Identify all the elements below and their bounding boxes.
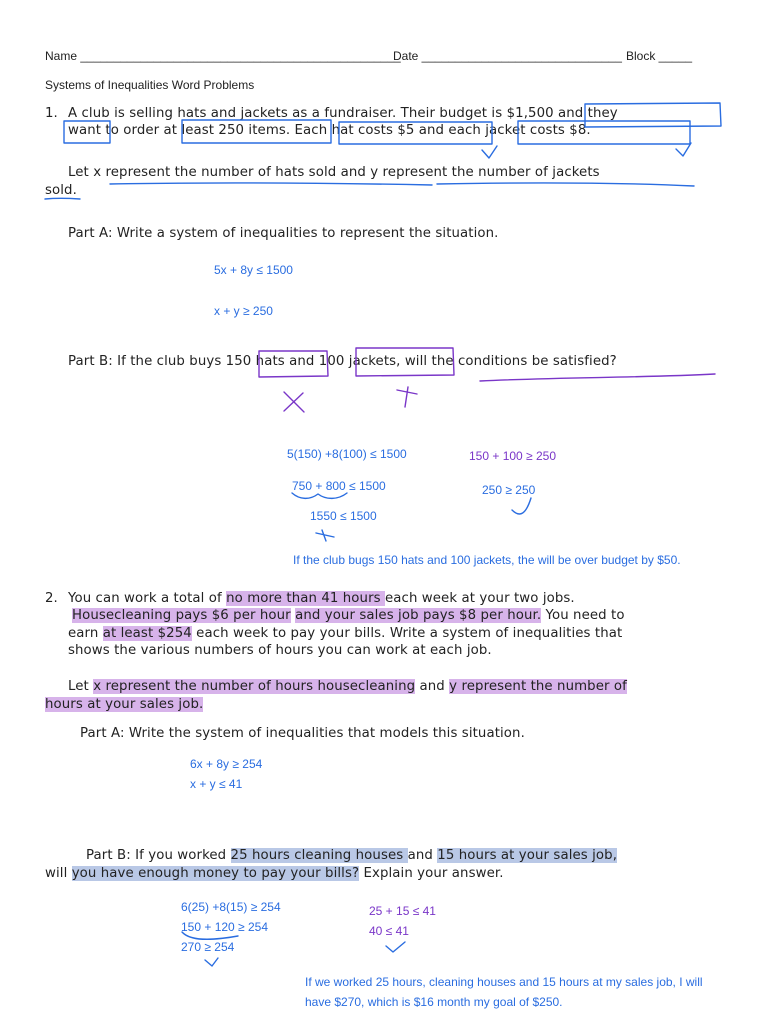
check-40 bbox=[386, 942, 405, 952]
problem-1-part-b: Part B: If the club buys 150 hats and 100 jackets, will the conditions be satisfied? bbox=[68, 354, 617, 369]
p1-answer-a-1: 5x + 8y ≤ 1500 bbox=[214, 263, 293, 277]
problem-2-line-2: Housecleaning pays $6 per hour and your sales job pays $8 per hour. You need to bbox=[72, 608, 625, 623]
x-under-hats bbox=[284, 392, 304, 412]
date-field-label: Date ______________________________ bbox=[393, 49, 622, 63]
problem-2-let-line-2: hours at your sales job. bbox=[45, 697, 204, 712]
p1-answer-a-2: x + y ≥ 250 bbox=[214, 304, 273, 318]
x-mark-1550 bbox=[316, 530, 334, 541]
problem-2-line-3: earn at least $254 each week to pay your bills. Write a system of inequalities that bbox=[68, 626, 623, 641]
problem-2-part-a: Part A: Write the system of inequalities that models this situation. bbox=[80, 726, 525, 741]
x-under-jackets bbox=[397, 387, 417, 407]
p1-conclusion: If the club bugs 150 hats and 100 jackets, the will be over budget by $50. bbox=[293, 553, 681, 567]
p2-work-b-3: 270 ≥ 254 bbox=[181, 940, 235, 954]
p2-work-b-1: 6(25) +8(15) ≥ 254 bbox=[181, 900, 281, 914]
p2-answer-a-2: x + y ≤ 41 bbox=[190, 777, 243, 791]
brace-750-800 bbox=[292, 493, 347, 498]
problem-1-line-1: A club is selling hats and jackets as a fundraiser. Their budget is $1,500 and they bbox=[68, 106, 618, 121]
p1-work-b-4: 150 + 100 ≥ 250 bbox=[469, 449, 556, 463]
problem-2-line-4: shows the various numbers of hours you can work at each job. bbox=[68, 643, 492, 658]
p2-work-b-2: 150 + 120 ≥ 254 bbox=[181, 920, 268, 934]
underline-y-def bbox=[437, 183, 694, 186]
problem-1-number: 1. bbox=[45, 106, 58, 121]
problem-2-number: 2. bbox=[45, 591, 58, 606]
p2-conclusion-line-1: If we worked 25 hours, cleaning houses and 15 hours at my sales job, I will bbox=[305, 975, 703, 989]
underline-x-def bbox=[110, 183, 432, 185]
underline-conditions bbox=[480, 374, 715, 381]
underline-sold bbox=[45, 198, 80, 199]
p1-work-b-5: 250 ≥ 250 bbox=[482, 483, 536, 497]
problem-1-line-2: want to order at least 250 items. Each hat costs $5 and each jacket costs $8. bbox=[68, 123, 591, 138]
check-250 bbox=[512, 498, 531, 514]
problem-2-let-line-1: Let x represent the number of hours housecleaning and y represent the number of bbox=[68, 679, 627, 694]
p1-work-b-2: 750 + 800 ≤ 1500 bbox=[292, 479, 386, 493]
check-jacket bbox=[676, 143, 691, 156]
problem-2-part-b-line-1: Part B: If you worked 25 hours cleaning houses and 15 hours at your sales job, bbox=[86, 848, 618, 863]
block-field-label: Block _____ bbox=[626, 49, 693, 63]
problem-1-part-a: Part A: Write a system of inequalities to represent the situation. bbox=[68, 226, 499, 241]
p2-work-b-4: 25 + 15 ≤ 41 bbox=[369, 904, 436, 918]
name-field-label: Name ________________________________________________ bbox=[45, 49, 401, 63]
p2-answer-a-1: 6x + 8y ≥ 254 bbox=[190, 757, 263, 771]
p1-work-b-1: 5(150) +8(100) ≤ 1500 bbox=[287, 447, 407, 461]
check-hat bbox=[482, 146, 497, 158]
p1-work-b-3: 1550 ≤ 1500 bbox=[310, 509, 377, 523]
p2-work-b-5: 40 ≤ 41 bbox=[369, 924, 409, 938]
check-270 bbox=[205, 958, 218, 966]
problem-2-part-b-line-2: will you have enough money to pay your bills? Explain your answer. bbox=[45, 866, 504, 881]
worksheet-title: Systems of Inequalities Word Problems bbox=[45, 78, 255, 92]
problem-1-let-line-1: Let x represent the number of hats sold and y represent the number of jackets bbox=[68, 165, 600, 180]
p2-conclusion-line-2: have $270, which is $16 month my goal of $250. bbox=[305, 995, 563, 1009]
problem-2-line-1: You can work a total of no more than 41 hours each week at your two jobs. bbox=[68, 591, 575, 606]
problem-1-let-line-2: sold. bbox=[45, 183, 77, 198]
